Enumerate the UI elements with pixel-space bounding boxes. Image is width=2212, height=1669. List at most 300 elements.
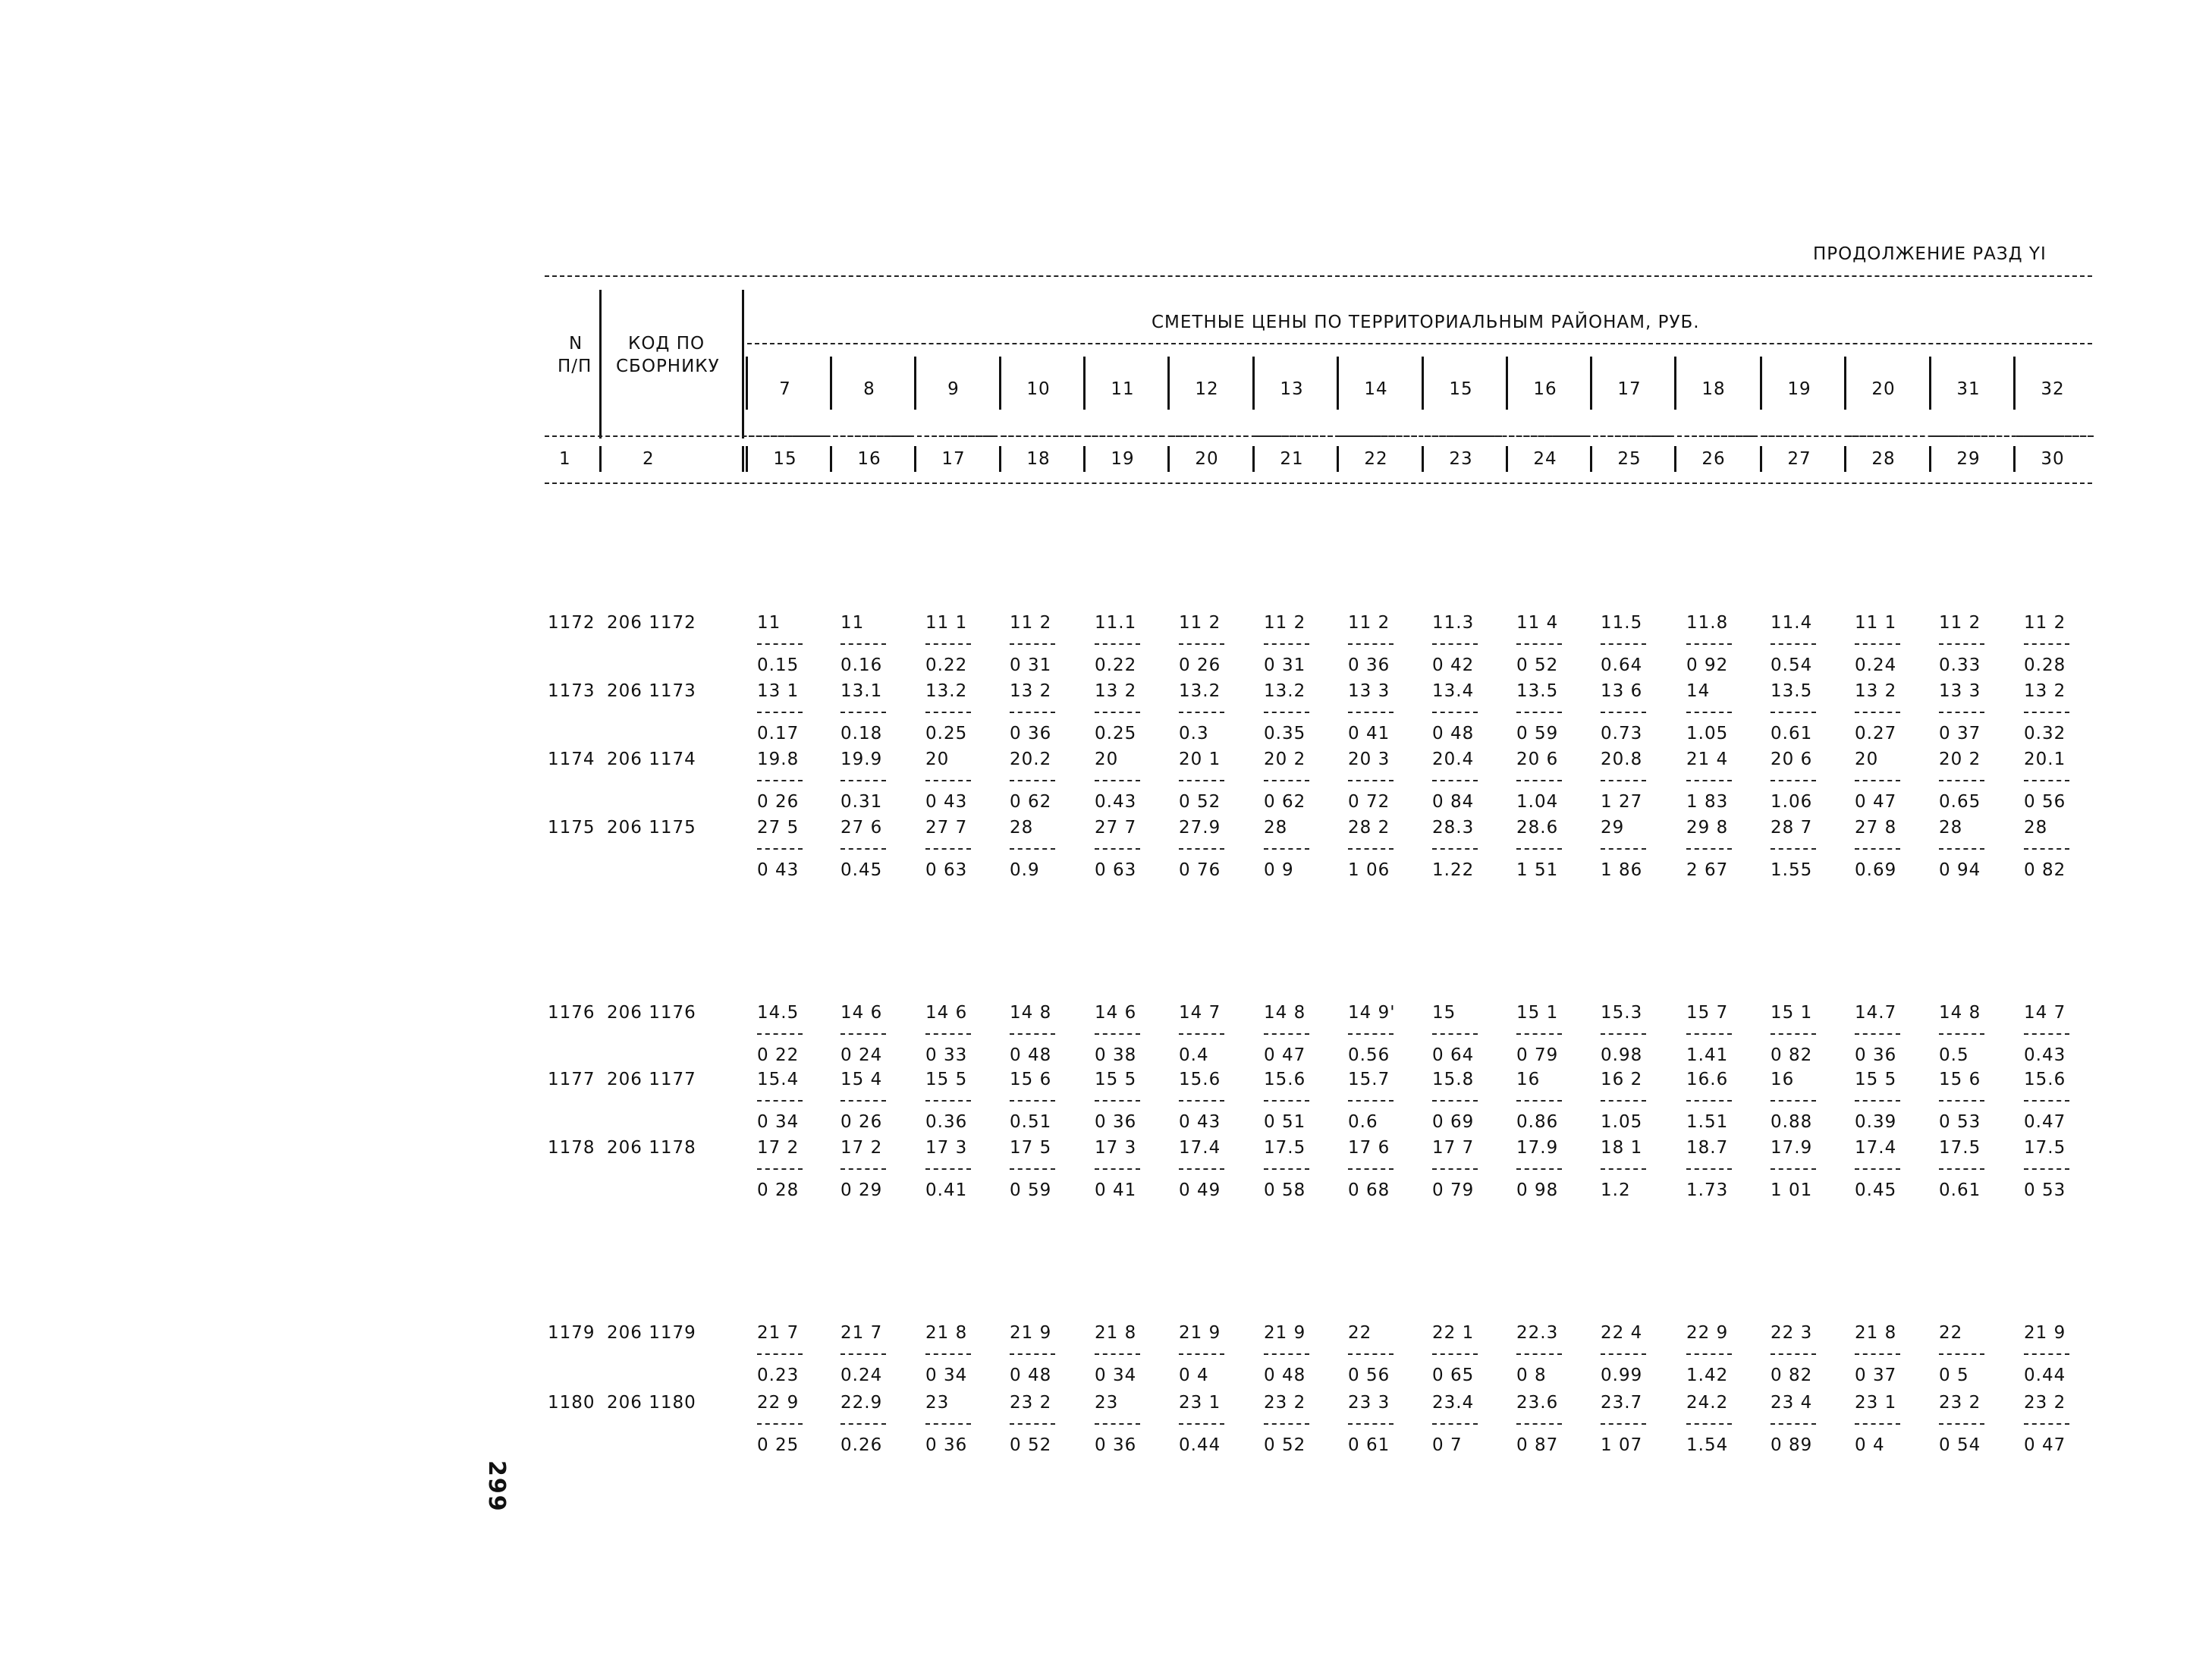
fraction-rule: [1939, 1100, 1984, 1102]
price-fraction-value: 0 52: [1179, 792, 1221, 812]
fraction-rule: [1432, 848, 1478, 850]
price-value: 20.2: [1010, 750, 1052, 769]
column-index: 22: [1364, 449, 1388, 469]
price-fraction-value: 0.24: [840, 1366, 883, 1385]
fraction-rule: [1179, 1100, 1224, 1102]
vbar-index: [1337, 446, 1339, 472]
row-code: 206 1173: [607, 681, 696, 701]
price-value: 23.4: [1432, 1393, 1475, 1413]
fraction-rule: [1855, 1353, 1900, 1355]
price-value: 11 1: [1855, 613, 1897, 633]
price-fraction-value: 0 48: [1010, 1366, 1052, 1385]
price-fraction-value: 0 52: [1010, 1435, 1052, 1455]
price-value: 20 2: [1939, 750, 1981, 769]
column-index: 20: [1195, 449, 1219, 469]
vbar-district: [1674, 357, 1676, 410]
fraction-rule: [1516, 643, 1562, 645]
price-value: 17.5: [1939, 1138, 1981, 1158]
price-fraction-value: 0.23: [757, 1366, 800, 1385]
price-value: 19.9: [840, 750, 883, 769]
price-value: 17 2: [757, 1138, 800, 1158]
price-fraction-value: 0 43: [757, 860, 800, 880]
price-value: 11 1: [925, 613, 968, 633]
row-code: 206 1172: [607, 613, 696, 633]
column-index: 21: [1280, 449, 1304, 469]
district-number: 31: [1956, 379, 1981, 399]
row-number: 1174: [548, 750, 595, 769]
price-fraction-value: 0.16: [840, 655, 883, 675]
fraction-rule: [1686, 1033, 1732, 1035]
price-value: 13 1: [757, 681, 800, 701]
price-fraction-value: 2 67: [1686, 860, 1729, 880]
price-value: 13.2: [1264, 681, 1306, 701]
fraction-rule: [1939, 1423, 1984, 1425]
fraction-rule: [1686, 712, 1732, 713]
price-fraction-value: 0.86: [1516, 1112, 1559, 1132]
price-fraction-value: 0.22: [925, 655, 968, 675]
fraction-rule: [1264, 780, 1309, 781]
price-fraction-value: 0 87: [1516, 1435, 1559, 1455]
price-fraction-value: 0 25: [757, 1435, 800, 1455]
fraction-rule: [840, 1033, 886, 1035]
row-code: 206 1177: [607, 1070, 696, 1089]
price-fraction-value: 0.24: [1855, 655, 1897, 675]
price-value: 21 8: [1095, 1323, 1137, 1343]
price-value: 14 7: [1179, 1003, 1221, 1023]
vbar-index-code: [742, 446, 744, 472]
price-value: 17 5: [1010, 1138, 1052, 1158]
price-value: 23 1: [1855, 1393, 1897, 1413]
fraction-rule: [1264, 643, 1309, 645]
price-value: 28: [1939, 818, 1963, 838]
price-value: 21 9: [1010, 1323, 1052, 1343]
vbar-district: [1929, 357, 1931, 410]
page-number: 299: [483, 1460, 510, 1513]
price-fraction-value: 0 28: [757, 1180, 800, 1200]
price-value: 28: [2024, 818, 2048, 838]
price-value: 15.6: [1179, 1070, 1221, 1089]
fraction-rule: [1348, 1100, 1393, 1102]
price-value: 23 2: [1264, 1393, 1306, 1413]
price-fraction-value: 0.22: [1095, 655, 1137, 675]
fraction-rule: [1855, 643, 1900, 645]
price-value: 28: [1264, 818, 1288, 838]
col-code-label2: СБОРНИКУ: [616, 357, 720, 376]
price-fraction-value: 0 72: [1348, 792, 1390, 812]
price-value: 13.2: [1179, 681, 1221, 701]
vbar-index: [746, 446, 748, 472]
price-value: 23.7: [1601, 1393, 1643, 1413]
price-fraction-value: 0 92: [1686, 655, 1729, 675]
fraction-rule: [1939, 848, 1984, 850]
district-number: 7: [779, 379, 791, 399]
price-fraction-value: 0 41: [1095, 1180, 1137, 1200]
price-fraction-value: 0 31: [1264, 655, 1306, 675]
fraction-rule: [1010, 643, 1055, 645]
price-fraction-value: 0 89: [1771, 1435, 1813, 1455]
price-value: 11 2: [1939, 613, 1981, 633]
fraction-rule: [1179, 1423, 1224, 1425]
price-fraction-value: 0.54: [1771, 655, 1813, 675]
fraction-rule: [1264, 1168, 1309, 1170]
district-number: 12: [1195, 379, 1219, 399]
price-fraction-value: 0.44: [1179, 1435, 1221, 1455]
column-index: 18: [1026, 449, 1051, 469]
fraction-rule: [1855, 1033, 1900, 1035]
price-fraction-value: 0 34: [1095, 1366, 1137, 1385]
price-value: 17.4: [1179, 1138, 1221, 1158]
col-index-first: 1: [559, 449, 571, 469]
price-value: 17.9: [1771, 1138, 1813, 1158]
price-value: 14 9': [1348, 1003, 1396, 1023]
fraction-rule: [2024, 1100, 2069, 1102]
fraction-rule: [1095, 1168, 1140, 1170]
price-fraction-value: 0.4: [1179, 1045, 1209, 1065]
price-fraction-value: 0.45: [1855, 1180, 1897, 1200]
fraction-rule: [2024, 643, 2069, 645]
price-value: 21 7: [840, 1323, 883, 1343]
fraction-rule: [1432, 643, 1478, 645]
fraction-rule: [1010, 848, 1055, 850]
price-fraction-value: 1.05: [1601, 1112, 1643, 1132]
fraction-rule: [1264, 1423, 1309, 1425]
fraction-rule: [1516, 1033, 1562, 1035]
fraction-rule: [925, 780, 971, 781]
price-value: 19.8: [757, 750, 800, 769]
fraction-rule: [1771, 1033, 1816, 1035]
fraction-rule: [1771, 1353, 1816, 1355]
price-fraction-value: 0 69: [1432, 1112, 1475, 1132]
price-value: 13.5: [1771, 681, 1813, 701]
vbar-code: [742, 290, 744, 438]
price-fraction-value: 0 82: [1771, 1366, 1813, 1385]
fraction-rule: [1179, 1033, 1224, 1035]
price-value: 17 3: [1095, 1138, 1137, 1158]
fraction-rule: [840, 1168, 886, 1170]
row-code: 206 1180: [607, 1393, 696, 1413]
price-value: 20.8: [1601, 750, 1643, 769]
price-fraction-value: 0 76: [1179, 860, 1221, 880]
price-fraction-value: 0.51: [1010, 1112, 1052, 1132]
price-fraction-value: 0 34: [925, 1366, 968, 1385]
price-value: 17 6: [1348, 1138, 1390, 1158]
price-value: 23 2: [2024, 1393, 2066, 1413]
price-value: 15.6: [2024, 1070, 2066, 1089]
price-fraction-value: 1 83: [1686, 792, 1729, 812]
price-value: 29: [1601, 818, 1625, 838]
price-value: 14 8: [1264, 1003, 1306, 1023]
price-fraction-value: 0.18: [840, 724, 883, 743]
price-fraction-value: 0.69: [1855, 860, 1897, 880]
fraction-rule: [1601, 780, 1646, 781]
price-value: 22 9: [1686, 1323, 1729, 1343]
fraction-rule: [1601, 643, 1646, 645]
price-value: 11 2: [1264, 613, 1306, 633]
vbar-index: [1422, 446, 1424, 472]
price-value: 15 6: [1939, 1070, 1981, 1089]
column-index: 15: [773, 449, 797, 469]
price-value: 15 1: [1771, 1003, 1813, 1023]
fraction-rule: [1095, 643, 1140, 645]
price-value: 11.8: [1686, 613, 1729, 633]
price-fraction-value: 1.41: [1686, 1045, 1729, 1065]
fraction-rule: [1939, 643, 1984, 645]
fraction-rule: [1855, 1168, 1900, 1170]
price-value: 13.4: [1432, 681, 1475, 701]
price-fraction-value: 0 53: [2024, 1180, 2066, 1200]
price-fraction-value: 0 54: [1939, 1435, 1981, 1455]
price-value: 17.9: [1516, 1138, 1559, 1158]
price-value: 24.2: [1686, 1393, 1729, 1413]
column-index: 25: [1617, 449, 1642, 469]
fraction-rule: [1095, 848, 1140, 850]
price-value: 15.3: [1601, 1003, 1643, 1023]
price-fraction-value: 0.61: [1771, 724, 1813, 743]
price-fraction-value: 0 26: [757, 792, 800, 812]
price-fraction-value: 0.27: [1855, 724, 1897, 743]
price-fraction-value: 0 4: [1179, 1366, 1209, 1385]
fraction-rule: [757, 712, 803, 713]
price-value: 28.6: [1516, 818, 1559, 838]
price-value: 22.9: [840, 1393, 883, 1413]
fraction-rule: [1601, 1168, 1646, 1170]
price-fraction-value: 1 27: [1601, 792, 1643, 812]
fraction-rule: [1432, 1100, 1478, 1102]
price-value: 22: [1348, 1323, 1372, 1343]
price-fraction-value: 0.15: [757, 655, 800, 675]
fraction-rule: [1771, 780, 1816, 781]
price-fraction-value: 0 26: [840, 1112, 883, 1132]
price-fraction-value: 0 43: [1179, 1112, 1221, 1132]
vbar-index: [1083, 446, 1086, 472]
price-fraction-value: 0 37: [1855, 1366, 1897, 1385]
price-fraction-value: 1.51: [1686, 1112, 1729, 1132]
price-fraction-value: 0 7: [1432, 1435, 1463, 1455]
vbar-index: [1929, 446, 1931, 472]
price-value: 23 3: [1348, 1393, 1390, 1413]
price-fraction-value: 0 41: [1348, 724, 1390, 743]
fraction-rule: [1939, 1033, 1984, 1035]
fraction-rule: [1855, 780, 1900, 781]
price-fraction-value: 0 48: [1010, 1045, 1052, 1065]
price-value: 13.5: [1516, 681, 1559, 701]
price-value: 21 7: [757, 1323, 800, 1343]
column-index: 24: [1533, 449, 1557, 469]
vbar-district: [1083, 357, 1086, 410]
price-value: 18 1: [1601, 1138, 1643, 1158]
price-value: 20: [1855, 750, 1879, 769]
price-value: 23 1: [1179, 1393, 1221, 1413]
price-fraction-value: 0 36: [1855, 1045, 1897, 1065]
row-code: 206 1176: [607, 1003, 696, 1023]
price-value: 27 6: [840, 818, 883, 838]
fraction-rule: [2024, 1168, 2069, 1170]
fraction-rule: [925, 848, 971, 850]
fraction-rule: [1010, 780, 1055, 781]
fraction-rule: [840, 643, 886, 645]
row-number: 1172: [548, 613, 595, 633]
price-fraction-value: 0.61: [1939, 1180, 1981, 1200]
fraction-rule: [1601, 1100, 1646, 1102]
fraction-rule: [2024, 1033, 2069, 1035]
price-value: 20: [925, 750, 950, 769]
fraction-rule: [1348, 712, 1393, 713]
price-fraction-value: 0 22: [757, 1045, 800, 1065]
group-title-rule: [747, 343, 2092, 344]
fraction-rule: [1348, 1423, 1393, 1425]
price-value: 28.3: [1432, 818, 1475, 838]
price-fraction-value: 0 51: [1264, 1112, 1306, 1132]
price-value: 11: [840, 613, 865, 633]
district-number: 16: [1533, 379, 1557, 399]
price-value: 21 9: [1264, 1323, 1306, 1343]
fraction-rule: [840, 780, 886, 781]
fraction-rule: [1432, 1168, 1478, 1170]
price-fraction-value: 0.65: [1939, 792, 1981, 812]
price-fraction-value: 0 62: [1264, 792, 1306, 812]
fraction-rule: [1264, 1353, 1309, 1355]
price-fraction-value: 0 56: [1348, 1366, 1390, 1385]
vbar-district: [1506, 357, 1508, 410]
price-value: 17 7: [1432, 1138, 1475, 1158]
fraction-rule: [2024, 1423, 2069, 1425]
price-value: 23 4: [1771, 1393, 1813, 1413]
price-value: 17 3: [925, 1138, 968, 1158]
fraction-rule: [1348, 848, 1393, 850]
column-index: 16: [857, 449, 881, 469]
price-value: 11.3: [1432, 613, 1475, 633]
price-fraction-value: 0.33: [1939, 655, 1981, 675]
price-value: 20 3: [1348, 750, 1390, 769]
fraction-rule: [1686, 848, 1732, 850]
price-fraction-value: 0 4: [1855, 1435, 1885, 1455]
district-number: 9: [947, 379, 960, 399]
price-fraction-value: 1.73: [1686, 1180, 1729, 1200]
price-value: 14 8: [1010, 1003, 1052, 1023]
vbar-district: [1337, 357, 1339, 410]
price-fraction-value: 0 37: [1939, 724, 1981, 743]
vbar-index: [1590, 446, 1592, 472]
price-fraction-value: 0 63: [1095, 860, 1137, 880]
fraction-rule: [1601, 712, 1646, 713]
price-value: 14: [1686, 681, 1711, 701]
district-number: 15: [1449, 379, 1473, 399]
fraction-rule: [1432, 712, 1478, 713]
price-fraction-value: 0.41: [925, 1180, 968, 1200]
row-number: 1180: [548, 1393, 595, 1413]
row-number: 1178: [548, 1138, 595, 1158]
fraction-rule: [1264, 1033, 1309, 1035]
district-number: 11: [1111, 379, 1135, 399]
price-fraction-value: 0.98: [1601, 1045, 1643, 1065]
price-fraction-value: 1 51: [1516, 860, 1559, 880]
price-value: 27 5: [757, 818, 800, 838]
price-fraction-value: 0.32: [2024, 724, 2066, 743]
price-value: 23.6: [1516, 1393, 1559, 1413]
fraction-rule: [1010, 1033, 1055, 1035]
price-value: 20.4: [1432, 750, 1475, 769]
fraction-rule: [2024, 848, 2069, 850]
column-index: 29: [1956, 449, 1981, 469]
vbar-district: [1167, 357, 1170, 410]
price-value: 27 7: [1095, 818, 1137, 838]
district-number: 32: [2041, 379, 2065, 399]
vbar-index: [1674, 446, 1676, 472]
price-value: 21 8: [925, 1323, 968, 1343]
price-fraction-value: 0.36: [925, 1112, 968, 1132]
price-fraction-value: 1.06: [1771, 792, 1813, 812]
fraction-rule: [1601, 1033, 1646, 1035]
fraction-rule: [840, 848, 886, 850]
fraction-rule: [757, 780, 803, 781]
fraction-rule: [1095, 712, 1140, 713]
price-fraction-value: 1.04: [1516, 792, 1559, 812]
price-value: 13.1: [840, 681, 883, 701]
price-value: 14 6: [840, 1003, 883, 1023]
price-fraction-value: 0.73: [1601, 724, 1643, 743]
price-value: 20 2: [1264, 750, 1306, 769]
fraction-rule: [1179, 780, 1224, 781]
price-value: 13 6: [1601, 681, 1643, 701]
price-value: 13 2: [1855, 681, 1897, 701]
price-fraction-value: 0.5: [1939, 1045, 1969, 1065]
price-value: 22: [1939, 1323, 1963, 1343]
header-top-rule: [545, 275, 2092, 277]
price-value: 22 4: [1601, 1323, 1643, 1343]
price-value: 16.6: [1686, 1070, 1729, 1089]
price-value: 11: [757, 613, 781, 633]
fraction-rule: [925, 1168, 971, 1170]
price-fraction-value: 0 68: [1348, 1180, 1390, 1200]
price-value: 20: [1095, 750, 1119, 769]
price-fraction-value: 0 52: [1264, 1435, 1306, 1455]
fraction-rule: [1179, 1353, 1224, 1355]
price-fraction-value: 0 26: [1179, 655, 1221, 675]
price-fraction-value: 0 47: [2024, 1435, 2066, 1455]
fraction-rule: [1771, 1168, 1816, 1170]
fraction-rule: [925, 1100, 971, 1102]
fraction-rule: [1264, 848, 1309, 850]
price-value: 15 5: [1095, 1070, 1137, 1089]
price-value: 15.8: [1432, 1070, 1475, 1089]
row-number: 1173: [548, 681, 595, 701]
vbar-district: [830, 357, 832, 410]
price-value: 21 8: [1855, 1323, 1897, 1343]
price-value: 14.7: [1855, 1003, 1897, 1023]
fraction-rule: [757, 848, 803, 850]
row-number: 1179: [548, 1323, 595, 1343]
price-fraction-value: 0 48: [1432, 724, 1475, 743]
fraction-rule: [1432, 1353, 1478, 1355]
vbar-index: [830, 446, 832, 472]
fraction-rule: [1095, 1423, 1140, 1425]
price-fraction-value: 0.56: [1348, 1045, 1390, 1065]
fraction-rule: [925, 643, 971, 645]
fraction-rule: [840, 1100, 886, 1102]
price-value: 11.5: [1601, 613, 1643, 633]
fraction-rule: [1095, 1353, 1140, 1355]
price-fraction-value: 0 98: [1516, 1180, 1559, 1200]
price-value: 14.5: [757, 1003, 800, 1023]
fraction-rule: [2024, 1353, 2069, 1355]
price-fraction-value: 0.43: [2024, 1045, 2066, 1065]
fraction-rule: [757, 1353, 803, 1355]
price-fraction-value: 0.17: [757, 724, 800, 743]
fraction-rule: [1179, 1168, 1224, 1170]
col-code-label: КОД ПО: [628, 334, 705, 354]
fraction-rule: [1771, 848, 1816, 850]
price-fraction-value: 0 9: [1264, 860, 1294, 880]
